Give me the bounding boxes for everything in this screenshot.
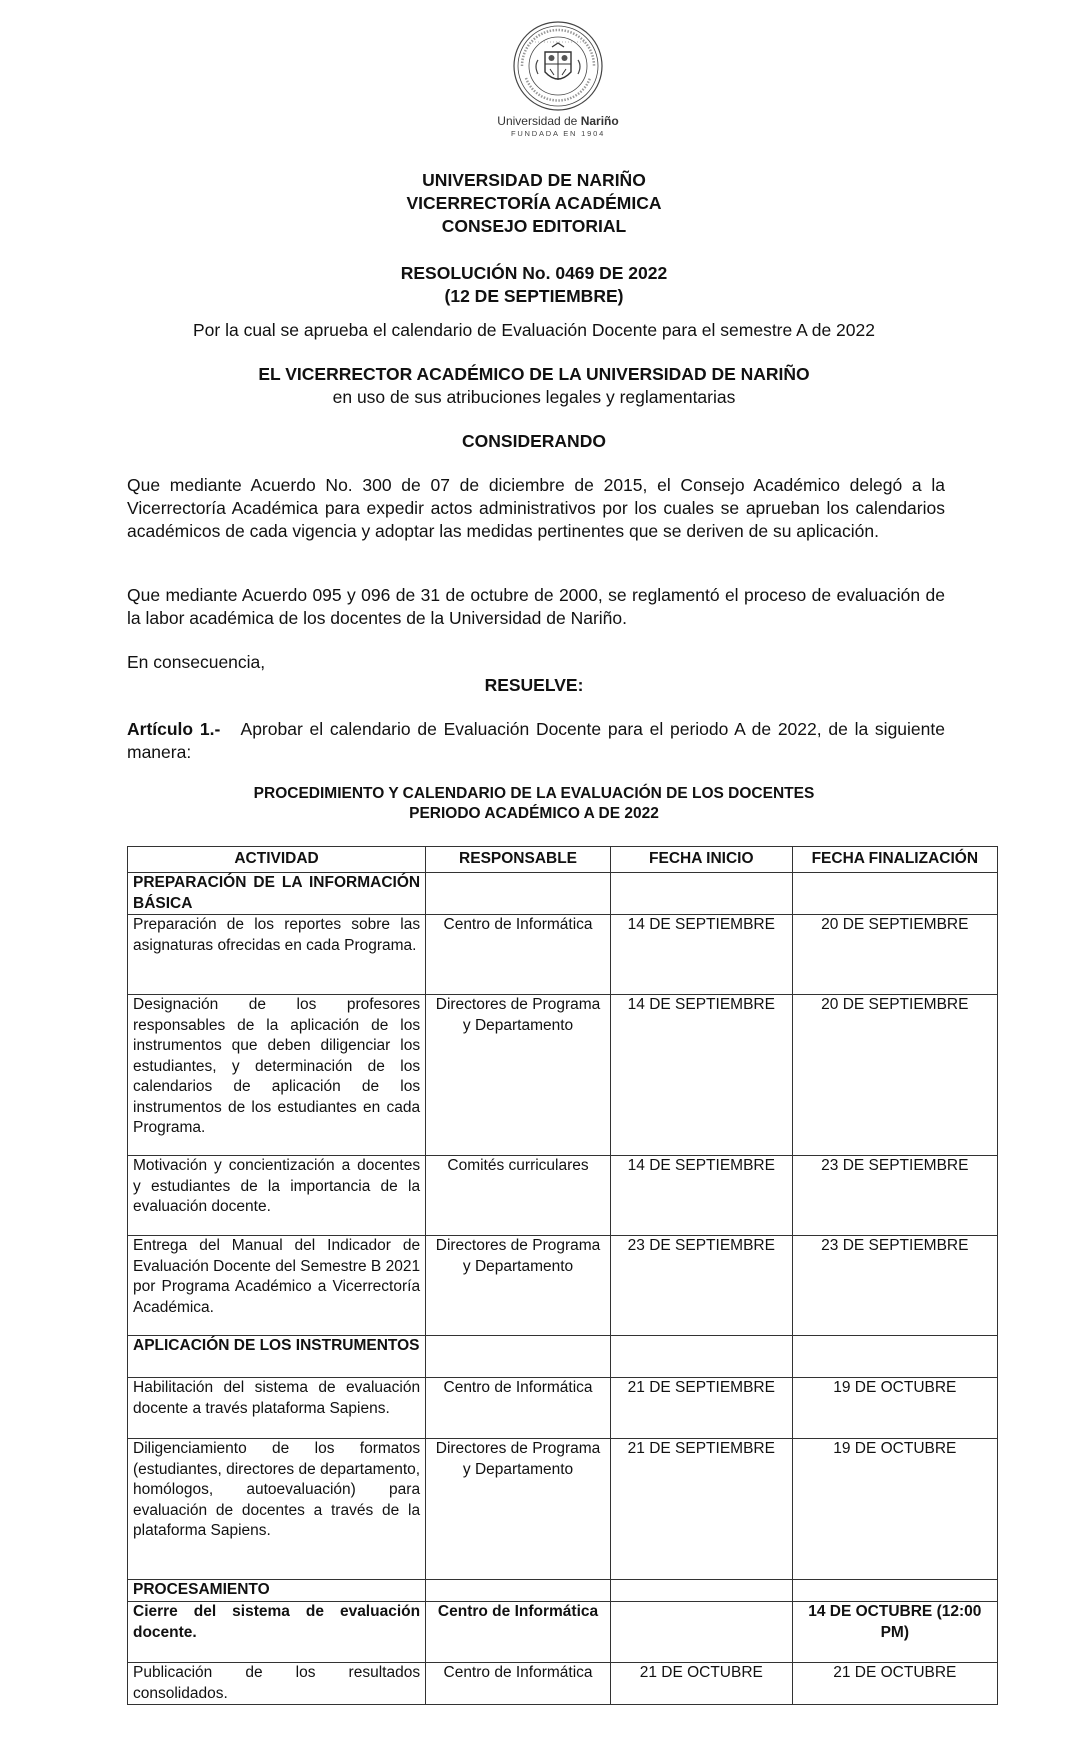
- article-1-text: Aprobar el calendario de Evaluación Docente para el periodo A de 2022, de la siguiente manera:: [127, 719, 945, 762]
- cell-responsable: Centro de Informática: [426, 1663, 611, 1705]
- cell-actividad: Entrega del Manual del Indicador de Evaluación Docente del Semestre B 2021 por Programa Académico a Vicerrectoría Académica.: [128, 1236, 426, 1336]
- cell-fecha-inicio: 21 DE SEPTIEMBRE: [610, 1439, 792, 1580]
- header-consejo: CONSEJO EDITORIAL: [441, 216, 627, 236]
- cell-actividad: Diligenciamiento de los formatos (estudiantes, directores de departamento, homólogos, autoevaluación) para evaluación de docentes a través de la plataforma Sapiens.: [128, 1439, 426, 1580]
- resolution-date: (12 DE SEPTIEMBRE): [444, 286, 624, 306]
- cell-fecha-fin: 19 DE OCTUBRE: [792, 1439, 997, 1580]
- section-row: [128, 1580, 998, 1602]
- cell-actividad: Motivación y concientización a docentes y estudiantes de la importancia de la evaluación docente.: [128, 1156, 426, 1236]
- table-row: [128, 1156, 998, 1236]
- article-1: [127, 718, 945, 764]
- table-header-row: [128, 847, 998, 873]
- cell-fecha-fin: 20 DE SEPTIEMBRE: [792, 995, 997, 1156]
- article-1-label: Artículo 1.-: [127, 719, 221, 739]
- cell-responsable: Comités curriculares: [426, 1156, 611, 1236]
- cell-responsable: Directores de Programa y Departamento: [426, 995, 611, 1156]
- table-row: [128, 1378, 998, 1439]
- university-logo-founded: FUNDADA EN 1904: [510, 129, 606, 138]
- header-fecha-inicio: FECHA INICIO: [610, 847, 792, 873]
- cell-fecha-inicio: 14 DE SEPTIEMBRE: [610, 995, 792, 1156]
- cell-responsable: Directores de Programa y Departamento: [426, 1236, 611, 1336]
- consequence-text: En consecuencia,: [127, 652, 266, 672]
- cell-fecha-inicio: 21 DE SEPTIEMBRE: [610, 1378, 792, 1439]
- cell-actividad: Preparación de los reportes sobre las asignaturas ofrecidas en cada Programa.: [128, 915, 426, 995]
- cell-fecha-fin: 20 DE SEPTIEMBRE: [792, 915, 997, 995]
- resuelve-heading: RESUELVE:: [484, 675, 584, 695]
- header-university: UNIVERSIDAD DE NARIÑO: [422, 170, 646, 190]
- table-row: [128, 1439, 998, 1580]
- cell-responsable: Centro de Informática: [426, 915, 611, 995]
- table-title-1: PROCEDIMIENTO Y CALENDARIO DE LA EVALUACIÓN DE LOS DOCENTES: [253, 785, 815, 802]
- university-logo-name: Universidad de Nariño: [497, 114, 619, 128]
- resolution-subject: Por la cual se aprueba el calendario de Evaluación Docente para el semestre A de 2022: [193, 320, 875, 340]
- section-row: [128, 873, 998, 915]
- cell-actividad: Cierre del sistema de evaluación docente.: [128, 1602, 426, 1663]
- cell-responsable: Centro de Informática: [426, 1602, 611, 1663]
- cell-actividad: Designación de los profesores responsables de la aplicación de los instrumentos que deben diligenciar los estudiantes, y determinación de los calendarios de aplicación de los instrumentos de los estudiantes en cada Programa.: [128, 995, 426, 1156]
- section-title: PROCESAMIENTO: [128, 1580, 426, 1602]
- university-logo: [478, 20, 638, 138]
- header-actividad: ACTIVIDAD: [128, 847, 426, 873]
- header-fecha-finalizacion: FECHA FINALIZACIÓN: [792, 847, 997, 873]
- cell-fecha-fin: 23 DE SEPTIEMBRE: [792, 1156, 997, 1236]
- authority-title: EL VICERRECTOR ACADÉMICO DE LA UNIVERSIDAD DE NARIÑO: [258, 364, 810, 384]
- cell-fecha-fin: 21 DE OCTUBRE: [792, 1663, 997, 1705]
- considerando-paragraph-1: Que mediante Acuerdo No. 300 de 07 de diciembre de 2015, el Consejo Académico delegó a la Vicerrectoría Académica para expedir actos administrativos por los cuales se aprueban los calendarios académicos de cada vigencia y adoptar las medidas pertinentes que se deriven de su aplicación.: [127, 475, 945, 541]
- table-title-2: PERIODO ACADÉMICO A DE 2022: [409, 805, 659, 822]
- cell-fecha-fin: 23 DE SEPTIEMBRE: [792, 1236, 997, 1336]
- university-seal-icon: [512, 20, 604, 112]
- cell-fecha-inicio: 14 DE SEPTIEMBRE: [610, 1156, 792, 1236]
- cell-fecha-fin: 14 DE OCTUBRE (12:00 PM): [792, 1602, 997, 1663]
- section-row: [128, 1336, 998, 1378]
- table-row: [128, 915, 998, 995]
- cell-responsable: Centro de Informática: [426, 1378, 611, 1439]
- section-title: APLICACIÓN DE LOS INSTRUMENTOS: [128, 1336, 426, 1378]
- authority-subtitle: en uso de sus atribuciones legales y reglamentarias: [332, 387, 736, 407]
- cell-actividad: Publicación de los resultados consolidados.: [128, 1663, 426, 1705]
- cell-actividad: Habilitación del sistema de evaluación docente a través plataforma Sapiens.: [128, 1378, 426, 1439]
- cell-fecha-inicio: 23 DE SEPTIEMBRE: [610, 1236, 792, 1336]
- considerando-paragraph-2: Que mediante Acuerdo 095 y 096 de 31 de octubre de 2000, se reglamentó el proceso de evaluación de la labor académica de los docentes de la Universidad de Nariño.: [127, 585, 945, 628]
- table-row: [128, 1663, 998, 1705]
- cell-fecha-inicio: 14 DE SEPTIEMBRE: [610, 915, 792, 995]
- header-vicerrectoria: VICERRECTORÍA ACADÉMICA: [406, 193, 662, 213]
- section-title: PREPARACIÓN DE LA INFORMACIÓN BÁSICA: [128, 873, 426, 915]
- resolution-number: RESOLUCIÓN No. 0469 DE 2022: [400, 263, 668, 283]
- considerando-heading: CONSIDERANDO: [462, 431, 606, 451]
- table-row: [128, 1236, 998, 1336]
- cell-fecha-inicio: [610, 1602, 792, 1663]
- calendar-table: [127, 846, 998, 1705]
- header-responsable: RESPONSABLE: [426, 847, 611, 873]
- cell-fecha-inicio: 21 DE OCTUBRE: [610, 1663, 792, 1705]
- cell-responsable: Directores de Programa y Departamento: [426, 1439, 611, 1580]
- table-row: [128, 995, 998, 1156]
- table-row: [128, 1602, 998, 1663]
- cell-fecha-fin: 19 DE OCTUBRE: [792, 1378, 997, 1439]
